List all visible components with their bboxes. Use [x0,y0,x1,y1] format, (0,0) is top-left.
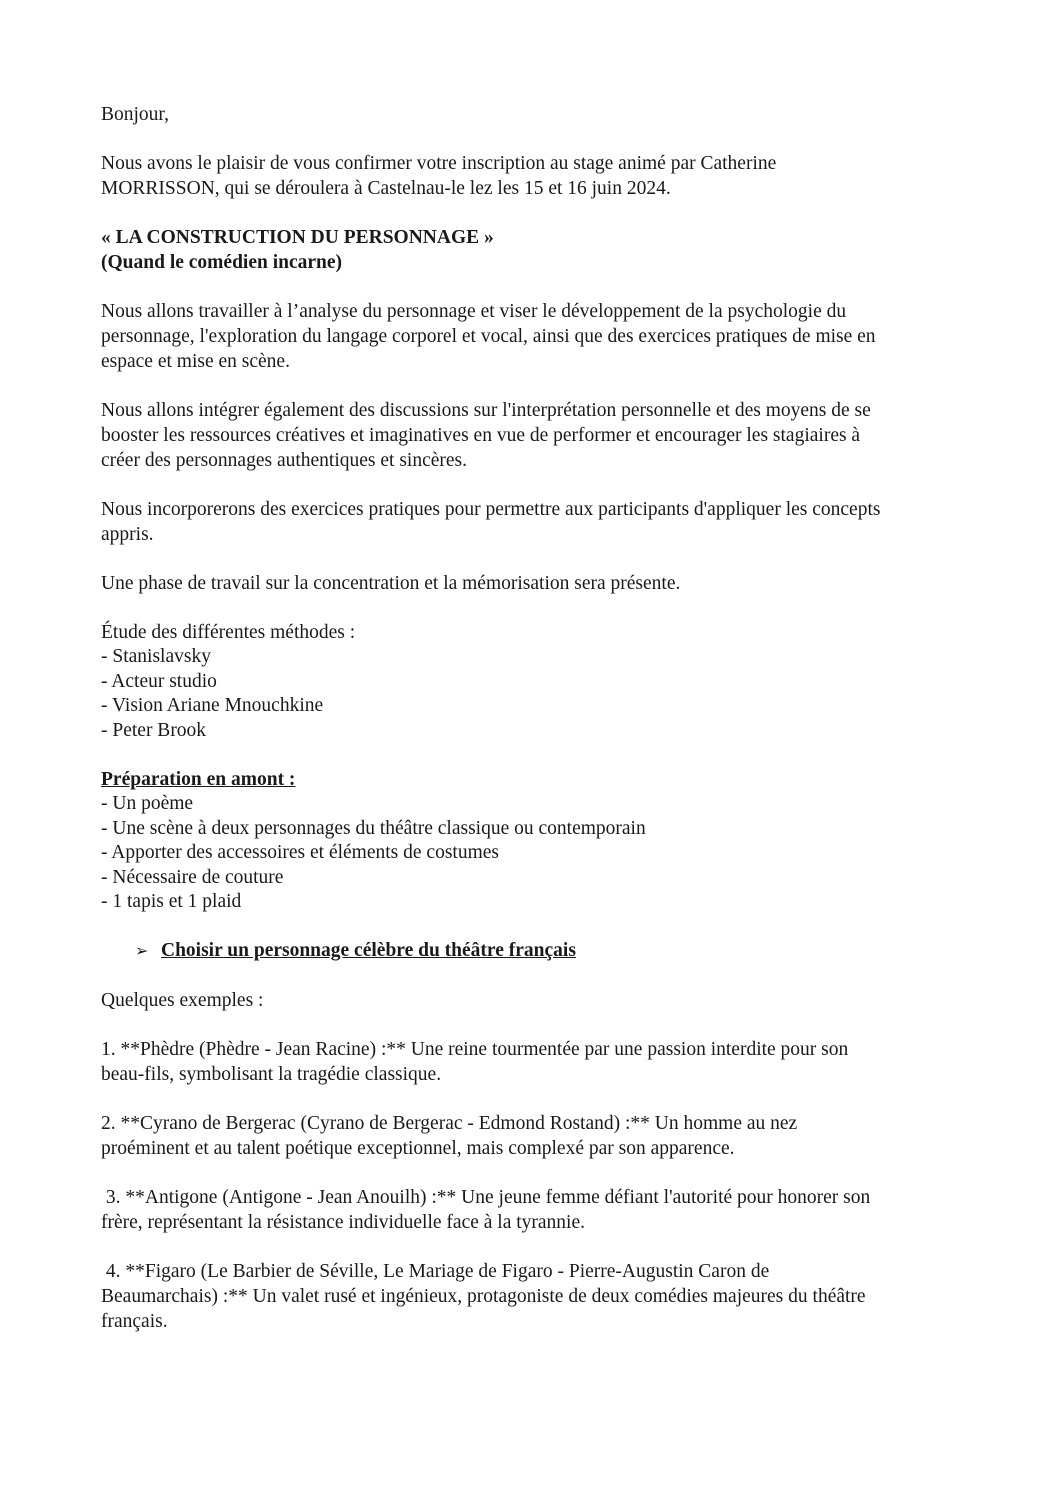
list-item: - 1 tapis et 1 plaid [101,891,242,912]
list-item: - Stanislavsky [101,646,211,667]
example-line: 4. **Figaro (Le Barbier de Séville, Le Mariage de Figaro - Pierre-Augustin Caron de [101,1260,770,1282]
arrow-bullet-icon: ➢ [135,942,149,960]
methods-list [101,645,961,743]
list-item: - Vision Ariane Mnouchkine [101,695,324,716]
paragraph-line: appris. [101,524,154,545]
preparation-section [101,767,961,915]
example-line: frère, représentant la résistance individuelle face à la tyrannie. [101,1211,585,1233]
list-item: - Nécessaire de couture [101,866,284,888]
paragraph-line: créer des personnages authentiques et sincères. [101,450,468,471]
list-item: - Peter Brook [101,719,207,741]
example-line: 3. **Antigone (Antigone - Jean Anouilh) :** Une jeune femme défiant l'autorité pour honorer son [101,1186,871,1208]
choose-heading-text: Choisir un personnage célèbre du théâtre français [161,940,576,961]
example-line: 1. **Phèdre (Phèdre - Jean Racine) :** Une reine tourmentée par une passion interdite pour son [101,1038,849,1060]
example-item [101,1037,961,1087]
greeting: Bonjour, [101,104,170,125]
choose-character-heading [135,939,961,964]
list-item: - Apporter des accessoires et éléments de costumes [101,842,499,863]
paragraph-concentration [101,571,961,596]
example-line: proéminent et au talent poétique exceptionnel, mais complexé par son apparence. [101,1137,735,1159]
paragraph-line: personnage, l'exploration du langage corporel et vocal, ainsi que des exercices pratiques de mise en [101,326,876,347]
document-title: « LA CONSTRUCTION DU PERSONNAGE » [101,227,494,248]
preparation-list [101,792,961,915]
document-subtitle: (Quand le comédien incarne) [101,252,343,273]
paragraph-interpretation [101,398,961,473]
example-line: français. [101,1310,168,1332]
example-line: Beaumarchais) :** Un valet rusé et ingénieux, protagoniste de deux comédies majeures du théâtre [101,1285,866,1307]
paragraph-line: Nous incorporerons des exercices pratiques pour permettre aux participants d'appliquer les concepts [101,499,881,520]
example-item [101,1259,961,1334]
list-item: - Acteur studio [101,670,217,692]
preparation-heading: Préparation en amont : [101,769,296,790]
paragraph-line: Une phase de travail sur la concentration et la mémorisation sera présente. [101,573,681,594]
list-item: - Un poème [101,793,194,814]
paragraph-exercises [101,497,961,547]
intro-line: Nous avons le plaisir de vous confirmer votre inscription au stage animé par Catherine [101,153,777,174]
example-line: beau-fils, symbolisant la tragédie classique. [101,1063,442,1085]
example-item [101,1185,961,1235]
document-page [101,102,961,1334]
examples-intro: Quelques exemples : [101,989,264,1011]
paragraph-line: Nous allons travailler à l’analyse du personnage et viser le développement de la psychologie du [101,301,847,322]
title-block [101,225,961,275]
paragraph-line: espace et mise en scène. [101,351,290,372]
paragraph-line: Nous allons intégrer également des discussions sur l'interprétation personnelle et des moyens de se [101,400,871,421]
list-item: - Une scène à deux personnages du théâtre classique ou contemporain [101,817,646,839]
paragraph-line: booster les ressources créatives et imaginatives en vue de performer et encourager les stagiaires à [101,425,861,446]
intro-paragraph [101,151,961,201]
methods-heading: Étude des différentes méthodes : [101,622,356,643]
example-item [101,1111,961,1161]
intro-line: MORRISSON, qui se déroulera à Castelnau-le lez les 15 et 16 juin 2024. [101,178,671,199]
methods-section [101,620,961,743]
example-line: 2. **Cyrano de Bergerac (Cyrano de Bergerac - Edmond Rostand) :** Un homme au nez [101,1112,798,1134]
paragraph-analysis [101,299,961,374]
